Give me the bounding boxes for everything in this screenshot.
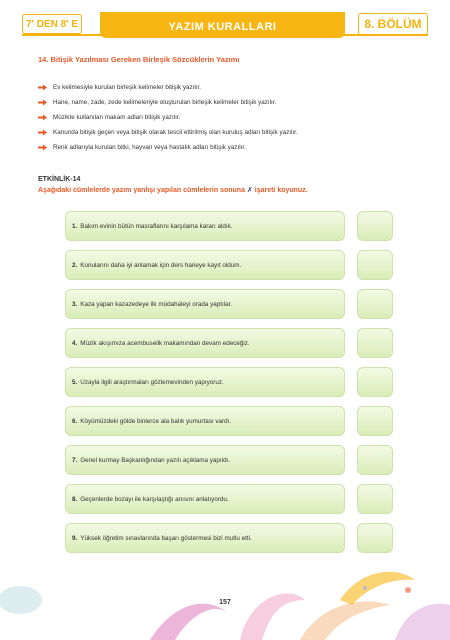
item-text: Konularını daha iyi anlamak için ders haneye kayıt oldum. [80, 261, 242, 269]
item-number: 5. [72, 378, 78, 386]
instruction-end-text: işareti koyunuz. [254, 187, 308, 194]
item-number: 7. [72, 456, 78, 464]
rule-text: Müzikte kullanılan makam adları bitişik yazılır. [53, 114, 181, 121]
item-text: Köyümüzdeki gölde binlerce ala balık yumurtası vardı. [80, 417, 232, 425]
item-number: 8. [72, 495, 78, 503]
item-text: Bakım evinin bütün masraflarını karşılama kararı aldık. [80, 222, 233, 230]
rule-text: Renk adlarıyla kurulan bitki, hayvan veya hastalık adları bitişik yazılır. [53, 144, 246, 151]
activity-code: ETKİNLİK-14 [38, 176, 81, 183]
item-text: Geçenlerde bozayı ile karşılaştığı anısını anlatıyordu. [80, 495, 229, 503]
rule-text: Ev kelimesiyle kurulan birleşik kelimeler bitişik yazılır. [53, 84, 202, 91]
item-text: Genel kurmay Başkanlığından yazılı açıklama yapıldı. [80, 456, 231, 464]
item-number: 6. [72, 417, 78, 425]
item-number: 2. [72, 261, 78, 269]
item-number: 1. [72, 222, 78, 230]
item-text: Müzik akışımıza acembuselik makamından devam edeceğiz. [80, 339, 250, 347]
item-number: 9. [72, 534, 78, 542]
item-text: Yüksek öğretim sınavlarında başarı göstermesi bizi mutlu etti. [80, 534, 252, 542]
section-title: 14. Bitişik Yazılması Gereken Birleşik Sözcüklerin Yazımı [38, 55, 240, 64]
subject-title: YAZIM KURALLARI [168, 21, 277, 33]
section-badge: 8. BÖLÜM [358, 13, 428, 35]
item-text: Kaza yapan kazazedeye ilk müdahaleyi orada yaptılar. [80, 300, 233, 308]
grade-range-badge: 7' DEN 8' E [22, 14, 82, 34]
item-number: 3. [72, 300, 78, 308]
rule-text: Hane, name, zade, zede kelimeleriyle oluşturulan birleşik kelimeler bitişik yazılır. [53, 99, 277, 106]
rule-text: Kanunda bitişik geçen veya bitişik olarak tescil ettirilmiş olan kuruluş adları bitişik yazılır. [53, 129, 298, 136]
item-text: Uzayla ilgili araştırmaları gözlemevinden yapıyoruz. [80, 378, 224, 386]
instruction-text: Aşağıdaki cümlelerde yazım yanlışı yapılan cümlelerin sonuna [38, 187, 245, 194]
cross-mark-icon: ✗ [246, 187, 253, 194]
item-number: 4. [72, 339, 78, 347]
page-number: 157 [219, 599, 231, 606]
